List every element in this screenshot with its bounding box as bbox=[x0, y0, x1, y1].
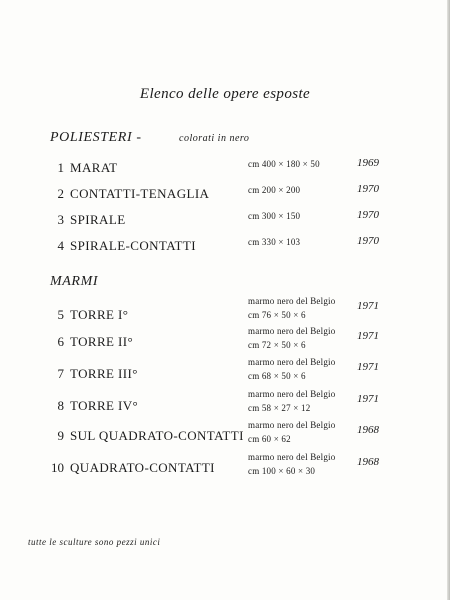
work-year: 1970 bbox=[357, 183, 379, 195]
work-title: MARAT bbox=[70, 160, 118, 175]
section-heading-marmi: MARMI bbox=[50, 274, 99, 289]
work-item bbox=[0, 420, 450, 450]
work-material: marmo nero del Belgio bbox=[248, 326, 336, 336]
work-number: 3 bbox=[57, 212, 64, 227]
work-title: TORRE I° bbox=[70, 307, 129, 322]
section-heading-poliesteri: POLIESTERI - bbox=[50, 130, 142, 145]
work-dimensions: cm 60 × 62 bbox=[248, 434, 291, 444]
work-dimensions: cm 58 × 27 × 12 bbox=[248, 403, 311, 413]
work-material: marmo nero del Belgio bbox=[248, 296, 336, 306]
work-number: 2 bbox=[57, 186, 64, 201]
work-title: SPIRALE bbox=[70, 212, 126, 227]
work-dimensions: cm 400 × 180 × 50 bbox=[248, 159, 320, 169]
work-dimensions: cm 100 × 60 × 30 bbox=[248, 466, 316, 476]
work-number: 7 bbox=[57, 366, 64, 381]
work-title: SUL QUADRATO-CONTATTI bbox=[70, 428, 244, 443]
work-dimensions: cm 330 × 103 bbox=[248, 237, 301, 247]
work-title: QUADRATO-CONTATTI bbox=[70, 460, 215, 475]
work-dimensions: cm 72 × 50 × 6 bbox=[248, 340, 306, 350]
work-item bbox=[0, 452, 450, 482]
work-year: 1971 bbox=[357, 300, 379, 312]
work-number: 1 bbox=[57, 160, 64, 175]
work-year: 1970 bbox=[357, 235, 379, 247]
work-year: 1971 bbox=[357, 393, 379, 405]
work-item bbox=[0, 296, 450, 326]
work-year: 1970 bbox=[357, 209, 379, 221]
page-title: Elenco delle opere esposte bbox=[139, 86, 311, 102]
work-material: marmo nero del Belgio bbox=[248, 389, 336, 399]
work-title: TORRE III° bbox=[70, 366, 138, 381]
work-year: 1968 bbox=[357, 456, 379, 468]
work-material: marmo nero del Belgio bbox=[248, 452, 336, 462]
work-title: CONTATTI-TENAGLIA bbox=[70, 186, 210, 201]
work-title: TORRE IV° bbox=[70, 398, 139, 413]
work-year: 1968 bbox=[357, 424, 379, 436]
work-item bbox=[0, 389, 450, 419]
work-dimensions: cm 300 × 150 bbox=[248, 211, 301, 221]
work-number: 8 bbox=[57, 398, 64, 413]
work-year: 1971 bbox=[357, 361, 379, 373]
work-number: 5 bbox=[57, 307, 64, 322]
work-title: SPIRALE-CONTATTI bbox=[70, 238, 196, 253]
work-year: 1969 bbox=[357, 157, 379, 169]
work-dimensions: cm 76 × 50 × 6 bbox=[248, 310, 306, 320]
footer-note: tutte le sculture sono pezzi unici bbox=[28, 537, 161, 547]
work-item bbox=[0, 357, 450, 387]
work-item bbox=[0, 234, 450, 264]
work-number: 6 bbox=[57, 334, 64, 349]
work-dimensions: cm 200 × 200 bbox=[248, 185, 301, 195]
section-subheading-poliesteri: colorati in nero bbox=[179, 133, 250, 144]
work-material: marmo nero del Belgio bbox=[248, 357, 336, 367]
work-number: 4 bbox=[57, 238, 64, 253]
work-number: 10 bbox=[51, 460, 64, 475]
work-year: 1971 bbox=[357, 330, 379, 342]
work-title: TORRE II° bbox=[70, 334, 134, 349]
work-dimensions: cm 68 × 50 × 6 bbox=[248, 371, 306, 381]
work-number: 9 bbox=[57, 428, 64, 443]
work-material: marmo nero del Belgio bbox=[248, 420, 336, 430]
work-item bbox=[0, 326, 450, 356]
